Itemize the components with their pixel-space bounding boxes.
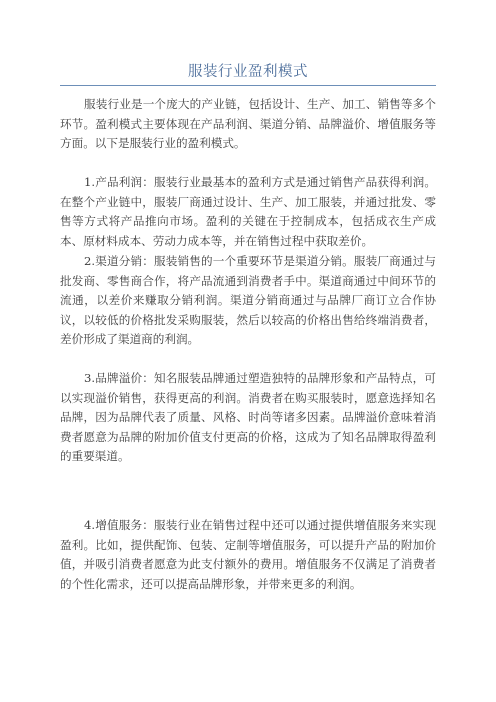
document-title: 服装行业盈利模式: [188, 64, 308, 80]
title-underline: [60, 85, 436, 86]
paragraph-product-profit: 1.产品利润：服装行业最基本的盈利方式是通过销售产品获得利润。在整个产业链中，服装厂商通过设计、生产、加工服装，并通过批发、零售等方式将产品推向市场。盈利的关键在于控制成本，包括成衣生产成本、原材料成本、劳动力成本等，并在销售过程中获取差价。: [60, 175, 436, 248]
intro-paragraph: 服装行业是一个庞大的产业链，包括设计、生产、加工、销售等多个环节。盈利模式主要体现在产品利润、渠道分销、品牌溢价、增值服务等方面。以下是服装行业的盈利模式。: [60, 97, 436, 151]
paragraph-brand-premium: 3.品牌溢价：知名服装品牌通过塑造独特的品牌形象和产品特点，可以实现溢价销售，获得更高的利润。消费者在购买服装时，愿意选择知名品牌，因为品牌代表了质量、风格、时尚等诸多因素。品牌溢价意味着消费者愿意为品牌的附加价值支付更高的价格，这成为了知名品牌取得盈利的重要渠道。: [60, 371, 436, 464]
paragraph-value-added-services: 4.增值服务：服装行业在销售过程中还可以通过提供增值服务来实现盈利。比如，提供配饰、包装、定制等增值服务，可以提升产品的附加价值，并吸引消费者愿意为此支付额外的费用。增值服务不仅满足了消费者的个性化需求，还可以提高品牌形象，并带来更多的利润。: [60, 518, 436, 591]
paragraph-channel-distribution: 2.渠道分销：服装销售的一个重要环节是渠道分销。服装厂商通过与批发商、零售商合作，将产品流通到消费者手中。渠道商通过中间环节的流通，以差价来赚取分销利润。渠道分销商通过与品牌厂商订立合作协议，以较低的价格批发采购服装，然后以较高的价格出售给终端消费者，差价形成了渠道商的利润。: [60, 254, 436, 347]
